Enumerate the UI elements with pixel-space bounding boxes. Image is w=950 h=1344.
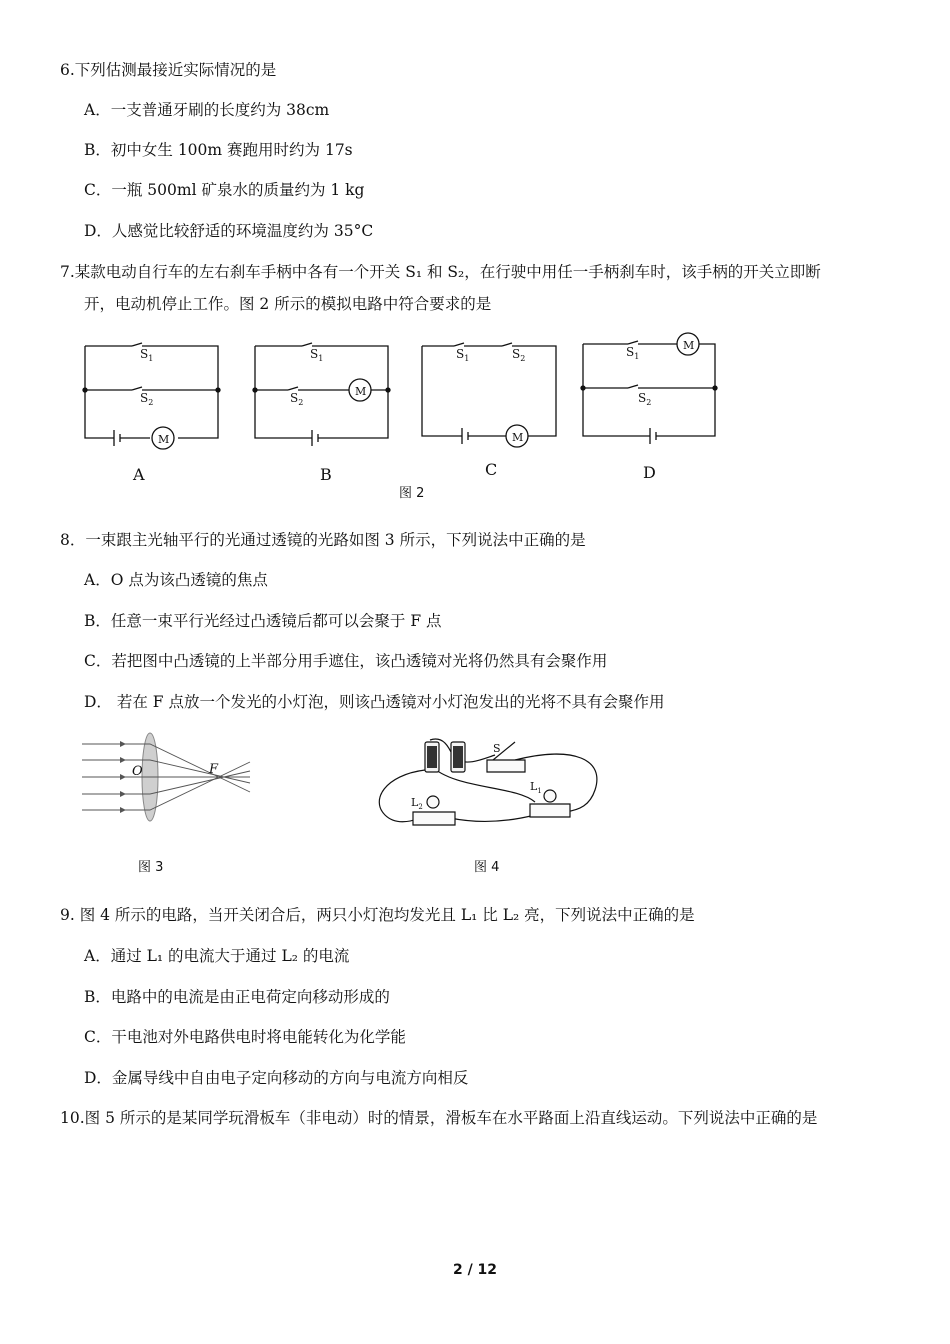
figure-4-circuit-diagram [375, 730, 605, 835]
fig3-label-f: F [209, 762, 219, 777]
circuit-c-letter: C [485, 460, 498, 479]
circuit-b-s1-label: $S_1$ [310, 347, 324, 363]
q9-stem: 9. 图 4 所示的电路，当开关闭合后，两只小灯泡均发光且 L₁ 比 L₂ 亮，下列说法中正确的是 [60, 906, 695, 924]
circuit-a-s1-label: $S_1$ [140, 347, 154, 363]
circuit-b-s2-label: $S_2$ [290, 391, 304, 407]
circuit-b-letter: B [320, 465, 332, 484]
circuit-a-letter: A [133, 465, 145, 484]
q10-stem: 10.图 5 所示的是某同学玩滑板车（非电动）时的情景，滑板车在水平路面上沿直线运动。下列说法中正确的是 [60, 1109, 818, 1127]
q8-option-a: A．O 点为该凸透镜的焦点 [84, 571, 268, 589]
q6-option-b: B．初中女生 100m 赛跑用时约为 17s [84, 141, 353, 159]
fig4-label-l1: $L_1$ [530, 780, 542, 795]
figure-2-caption: 图 2 [399, 486, 425, 501]
fig3-label-o: O [132, 764, 143, 779]
q8-option-b: B．任意一束平行光经过凸透镜后都可以会聚于 F 点 [84, 612, 442, 630]
q6-option-c: C．一瓶 500ml 矿泉水的质量约为 1 kg [84, 181, 365, 199]
q9-option-c: C．干电池对外电路供电时将电能转化为化学能 [84, 1028, 406, 1046]
circuit-c-motor: M [512, 431, 524, 444]
q9-option-b: B．电路中的电流是由正电荷定向移动形成的 [84, 988, 390, 1006]
q6-stem: 6.下列估测最接近实际情况的是 [60, 61, 277, 79]
q7-stem-line1: 7.某款电动自行车的左右刹车手柄中各有一个开关 S₁ 和 S₂，在行驶中用任一手柄刹车时，该手柄的开关立即断 [60, 263, 821, 281]
q8-option-d: D． 若在 F 点放一个发光的小灯泡，则该凸透镜对小灯泡发出的光将不具有会聚作用 [84, 693, 665, 711]
circuit-a-s2-label: $S_2$ [140, 391, 154, 407]
circuit-c-s1-label: $S_1$ [456, 347, 470, 363]
circuit-d [581, 333, 717, 444]
q9-option-d: D．金属导线中自由电子定向移动的方向与电流方向相反 [84, 1069, 469, 1087]
circuit-c-s2-label: $S_2$ [512, 347, 526, 363]
circuit-c [422, 343, 556, 447]
circuit-d-s2-label: $S_2$ [638, 391, 652, 407]
fig4-label-l2: $L_2$ [411, 796, 423, 811]
q8-stem: 8．一束跟主光轴平行的光通过透镜的光路如图 3 所示，下列说法中正确的是 [60, 531, 586, 549]
q6-option-a: A．一支普通牙刷的长度约为 38cm [84, 101, 330, 119]
figure-3-caption: 图 3 [138, 860, 164, 875]
q9-option-a: A．通过 L₁ 的电流大于通过 L₂ 的电流 [84, 947, 350, 965]
figure-2-circuits [70, 330, 740, 460]
circuit-d-motor: M [683, 339, 695, 352]
circuit-a-motor: M [158, 433, 170, 446]
circuit-d-letter: D [643, 463, 656, 482]
q6-option-d: D．人感觉比较舒适的环境温度约为 35°C [84, 222, 374, 240]
q7-stem-line2: 开，电动机停止工作。图 2 所示的模拟电路中符合要求的是 [84, 295, 492, 313]
fig4-label-s: S [493, 742, 501, 755]
figure-4-caption: 图 4 [474, 860, 500, 875]
q8-option-c: C．若把图中凸透镜的上半部分用手遮住，该凸透镜对光将仍然具有会聚作用 [84, 652, 608, 670]
circuit-b-motor: M [355, 385, 367, 398]
circuit-d-s1-label: $S_1$ [626, 345, 640, 361]
figure-3-lens-diagram [80, 730, 255, 825]
page-number: 2 / 12 [452, 1262, 498, 1278]
